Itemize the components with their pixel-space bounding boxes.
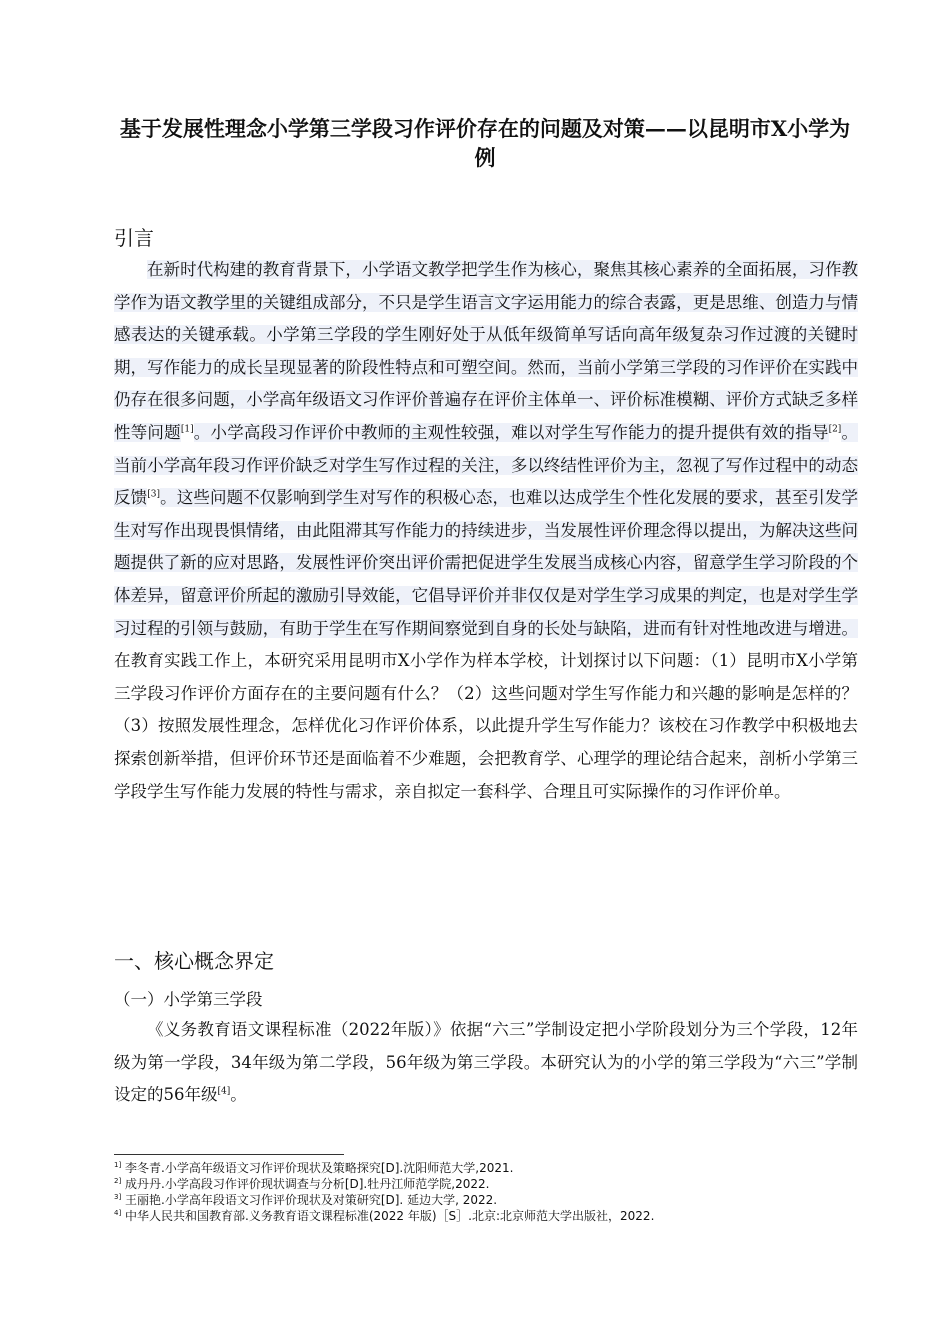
- citation-ref-4[interactable]: [4]: [217, 1086, 231, 1097]
- citation-ref-1[interactable]: [1]: [180, 424, 194, 435]
- footnote-text: 中华人民共和国教育部.义务教育语文课程标准(2022 年版)［S］.北京:北京师范大学出版社，2022.: [125, 1209, 655, 1223]
- intro-heading: 引言: [114, 226, 154, 250]
- section1-paragraph: [114, 1014, 858, 1112]
- footnote-mark: 3]: [114, 1193, 122, 1201]
- footnotes: [114, 1160, 858, 1224]
- footnote-mark: 2]: [114, 1177, 122, 1185]
- footnote-text: 成丹丹.小学高段习作评价现状调查与分析[D].牡丹江师范学院,2022.: [125, 1177, 490, 1191]
- footnote-divider: [114, 1154, 344, 1155]
- citation-ref-3[interactable]: [3]: [147, 489, 160, 500]
- intro-text-part-4: 。这些问题不仅影响到学生对写作的积极心态，也难以达成学生个性化发展的要求，甚至引发学生对写作出现畏惧情绪，由此阻滞其写作能力的持续进步，当发展性评价理念得以提出，为解决这些问题提供了新的应对思路，发展性评价突出评价需把促进学生发展当成核心内容，留意学生学习阶段的个体差异，留意评价所起的激励引导效能，它倡导评价并非仅仅是对学生学习成果的判定，也是对学生学习过程的引领与鼓励，有助于学生在写作期间察觉到自身的长处与缺陷，进而有针对性地改进与增进。: [114, 488, 859, 638]
- footnote-item: [114, 1160, 858, 1176]
- section-heading-core-concepts: 一、核心概念界定: [114, 949, 274, 973]
- footnote-item: [114, 1176, 858, 1192]
- paper-title: 基于发展性理念小学第三学段习作评价存在的问题及对策——以昆明市X小学为例: [119, 116, 851, 170]
- intro-paragraph: [114, 254, 858, 808]
- section1-text-end: 。: [230, 1085, 247, 1105]
- citation-ref-2[interactable]: [2]: [828, 424, 842, 435]
- footnote-text: 李冬青.小学高年级语文习作评价现状及策略探究[D].沈阳师范大学,2021.: [125, 1161, 514, 1175]
- footnote-mark: 4]: [114, 1209, 122, 1217]
- section1-text: 《义务教育语文课程标准（2022年版）》依据“六三”学制设定把小学阶段划分为三个学段，12年级为第一学段，34年级为第二学段，56年级为第三学段。本研究认为的小学的第三学段为“六三”学制设定的56年级: [114, 1020, 858, 1105]
- intro-text-part-5: 在教育实践工作上，本研究采用昆明市X小学作为样本学校，计划探讨以下问题：（1）昆明市X小学第三学段习作评价方面存在的主要问题有什么？（2）这些问题对学生写作能力和兴趣的影响是怎样的？（3）按照发展性理念，怎样优化习作评价体系，以此提升学生写作能力？该校在习作教学中积极地去探索创新举措，但评价环节还是面临着不少难题，会把教育学、心理学的理论结合起来，剖析小学第三学段学生写作能力发展的特性与需求，亲自拟定一套科学、合理且可实际操作的习作评价单。: [114, 651, 858, 801]
- intro-text-part-1: 在新时代构建的教育背景下，小学语文教学把学生作为核心，聚焦其核心素养的全面拓展，习作教学作为语文教学里的关键组成部分，不只是学生语言文字运用能力的综合表露，更是思维、创造力与情感表达的关键承载。小学第三学段的学生刚好处于从低年级简单写话向高年级复杂习作过渡的关键时期，写作能力的成长呈现显著的阶段性特点和可塑空间。然而，当前小学第三学段的习作评价在实践中仍存在很多问题，小学高年级语文习作评价普遍存在评价主体单一、评价标准模糊、评价方式缺乏多样性等问题: [114, 260, 858, 442]
- intro-text-part-3: 。当前小学高年段习作评价缺乏对学生写作过程的关注，多以终结性评价为主，忽视了写作过程中的动态反馈: [114, 422, 859, 508]
- footnote-mark: 1]: [114, 1161, 122, 1169]
- intro-text-part-2: 。小学高段习作评价中教师的主观性较强，难以对学生写作能力的提升提供有效的指导: [193, 422, 829, 442]
- footnote-text: 王丽艳.小学高年段语文习作评价现状及对策研究[D]. 延边大学, 2022.: [125, 1193, 498, 1207]
- footnote-item: [114, 1208, 858, 1224]
- footnote-item: [114, 1192, 858, 1208]
- subsection-heading-third-stage: （一）小学第三学段: [114, 990, 263, 1009]
